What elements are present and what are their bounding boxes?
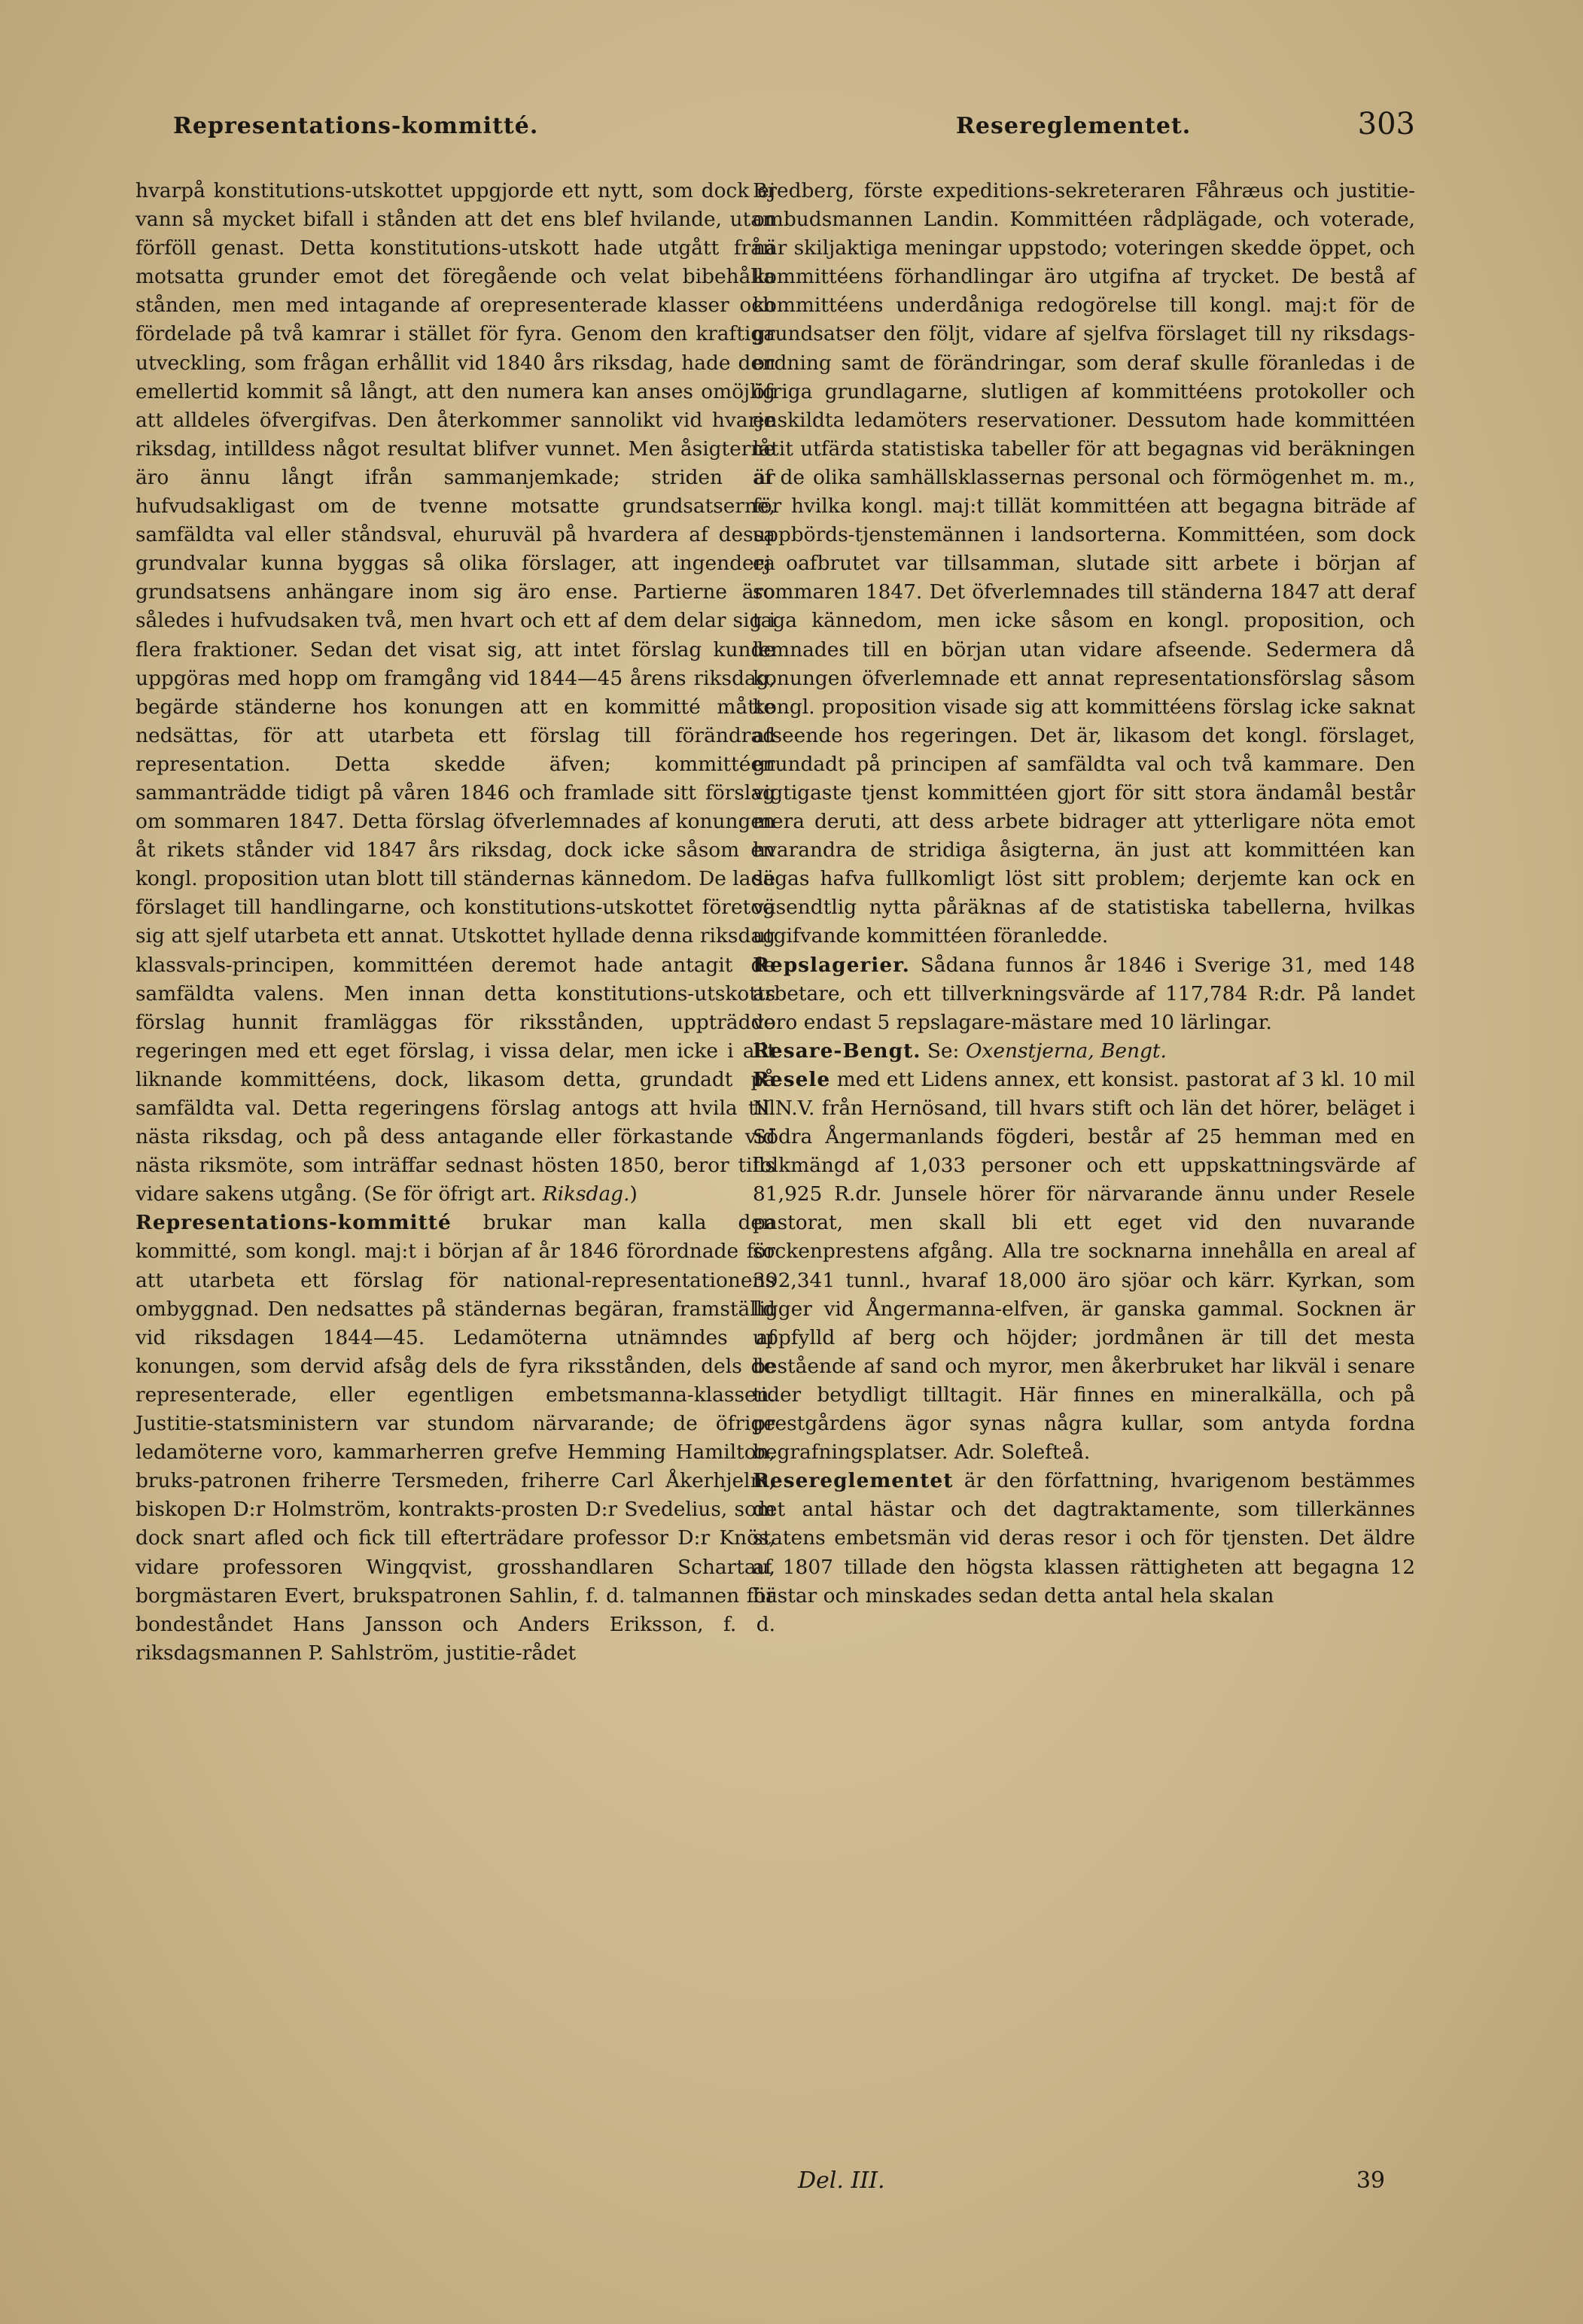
entry-text: med ett Lidens annex, ett konsist. pastorat af 3 kl. 10 mil N.N.V. från Hernösand, till hvars stift och län det hörer, beläget i Södra Ångermanlands fögderi, består af 25 hemman med en folkmängd af 1,033 personer och ett uppskattningsvärde af 81,925 R.dr. Junsele hörer för närvarande ännu under Resele pastorat, men skall bli ett eget vid den nuvarande sockenprestens afgång. Alla tre socknarna innehålla en areal af 392,341 tunnl., hvaraf 18,000 äro sjöar och kärr. Kyrkan, som ligger vid Ångermanna-elfven, är ganska gammal. Socknen är uppfylld af berg och höjder; jordmånen är till det mesta bestående af sand och myror, men åkerbruket har likväl i senare tider betydligt tilltagit. Här finnes en mineralkälla, och på prestgårdens ägor synas några kullar, som antyda fordna begrafningsplatser. Adr. Solefteå. — [753, 1067, 1415, 1465]
entry-resare-bengt — [753, 1037, 1415, 1066]
entry-term: Resereglementet — [753, 1469, 954, 1493]
page-footer — [753, 2167, 1415, 2205]
right-column — [753, 177, 1415, 1611]
entry-resereglementet — [753, 1467, 1415, 1610]
header-right-title: Resereglementet. — [956, 113, 1192, 139]
running-header — [151, 107, 1423, 158]
entry-term: Resele — [753, 1067, 831, 1091]
volume-signature: Del. III. — [798, 2167, 885, 2194]
paragraph-text: ) — [629, 1182, 638, 1206]
paragraph-text: Bredberg, förste expeditions-sekreteraren Fåhræus och justitie-ombudsmannen Landin. Kommittéen rådplägade, och voterade, när skiljaktiga meningar uppstodo; voteringen skedde öppet, och kommittéens förhandlingar äro utgifna af trycket. De bestå af kommittéens underdåniga redogörelse till kongl. maj:t för de grundsatser den följt, vidare af sjelfva förslaget till ny riksdags-ordning samt de förändringar, som deraf skulle föranledas i de öfriga grundlagarne, slutligen af kommittéens protokoller och enskildta ledamöters reservationer. Dessutom hade kommittéen låtit utfärda statistiska tabeller för att begagnas vid beräkningen af de olika samhällsklassernas personal och förmögenhet m. m., för hvilka kongl. maj:t tillät kommittéen att begagna biträde af uppbörds-tjenstemännen i landsorterna. Kommittéen, som dock ej oafbrutet var tillsamman, slutade sitt arbete i början af sommaren 1847. Det öfverlemnades till ständerna 1847 att deraf taga kännedom, men icke såsom en kongl. proposition, och lemnades till en början utan vidare afseende. Sedermera då konungen öfverlemnade ett annat representationsförslag såsom kongl. proposition visade sig att kommittéens förslag icke saknat afseende hos regeringen. Det är, likasom det kongl. förslaget, grundadt på principen af samfäldta val och två kammare. Den vigtigaste tjenst kommittéen gjort för sitt stora ändamål består mera deruti, att dess arbete bidrager att ytterligare nöta emot hvarandra de stridiga åsigterna, än just att kommittéen kan sägas hafva fullkomligt löst sitt problem; derjemte kan ock en väsendtlig nytta påräknas af de statistiska tabellerna, hvilkas utgifvande kommittéen föranledde. — [753, 179, 1415, 948]
entry-repslagerier — [753, 951, 1415, 1037]
left-column — [135, 177, 775, 1668]
entry-text: Se: — [927, 1039, 960, 1063]
entry-term: Representations-kommitté — [135, 1211, 452, 1235]
cross-reference: Riksdag. — [542, 1182, 630, 1206]
paragraph — [753, 177, 1415, 951]
paragraph-text: hvarpå konstitutions-utskottet uppgjorde ett nytt, som dock ej vann så mycket bifall i stånden att det ens blef hvilande, utan förföll genast. Detta konstitutions-utskott hade utgått från motsatta grunder emot det föregående och velat bibehålla stånden, men med intagande af orepresenterade klasser och fördelade på två kamrar i stället för fyra. Genom den kraftiga utveckling, som frågan erhållit vid 1840 års riksdag, hade den emellertid kommit så långt, att den numera kan anses omöjlig att alldeles öfvergifvas. Den återkommer sannolikt vid hvarje riksdag, intilldess något resultat blifver vunnet. Men åsigterne äro ännu långt ifrån sammanjemkade; striden är hufvudsakligast om de tvenne motsatte grundsatserne, samfäldta val eller ståndsval, ehuruväl på hvardera af dessa grundvalar kunna byggas så olika förslager, att ingendera grundsatsens anhängare inom sig äro ense. Partierne äro således i hufvudsaken två, men hvart och ett af dem delar sig i flera fraktioner. Sedan det visat sig, att intet förslag kunde uppgöras med hopp om framgång vid 1844—45 årens riksdag, begärde ständerne hos konungen att en kommitté måtte nedsättas, för att utarbeta ett förslag till förändrad representation. Detta skedde äfven; kommittéen sammanträdde tidigt på våren 1846 och framlade sitt förslag om sommaren 1847. Detta förslag öfverlemnades af konungen åt rikets stånder vid 1847 års riksdag, dock icke såsom en kongl. proposition utan blott till ständernas kännedom. De lade förslaget till handlingarne, och konstitutions-utskottet företog sig att sjelf utarbeta ett annat. Utskottet hyllade denna riksdag klassvals-principen, kommittéen deremot hade antagit de samfäldta valens. Men innan detta konstitutions-utskotts förslag hunnit framläggas för riksstånden, uppträdde regeringen med ett eget förslag, i vissa delar, men icke i allt liknande kommittéens, dock, likasom detta, grundadt på samfäldta val. Detta regeringens förslag antogs att hvila till nästa riksdag, och på dess antagande eller förkastande vid nästa riksmöte, som inträffar sednast hösten 1850, beror tills vidare sakens utgång. (Se för öfrigt art. — [135, 179, 775, 1206]
entry-representations-kommitte — [135, 1209, 775, 1668]
entry-text: brukar man kalla den kommitté, som kongl. maj:t i början af år 1846 förordnade för att utarbeta ett förslag för national-representationens ombyggnad. Den nedsattes på ständernas begäran, framställd vid riksdagen 1844—45. Ledamöterna utnämndes af konungen, som dervid afsåg dels de fyra riksstånden, dels de representerade, eller egentligen embetsmanna-klassen. Justitie-statsministern var stundom närvarande; de öfrige ledamöterne voro, kammarherren grefve Hemming Hamilton, bruks-patronen friherre Tersmeden, friherre Carl Åkerhjelm, biskopen D:r Holmström, kontrakts-prosten D:r Svedelius, som dock snart afled och fick till efterträdare professor D:r Knös, vidare professoren Wingqvist, grosshandlaren Schartau, borgmästaren Evert, brukspatronen Sahlin, f. d. talmannen för bondeståndet Hans Jansson och Anders Eriksson, f. d. riksdagsmannen P. Sahlström, justitie-rådet — [135, 1211, 775, 1665]
entry-text: är den författning, hvarigenom bestämmes det antal hästar och det dagtraktamente, som tillerkännes statens embetsmän vid deras resor i och för tjensten. Det äldre af 1807 tillade den högsta klassen rättigheten att begagna 12 hästar och minskades sedan detta antal hela skalan — [753, 1469, 1415, 1608]
entry-resele — [753, 1066, 1415, 1467]
entry-text: Sådana funnos år 1846 i Sverige 31, med 148 arbetare, och ett tillverkningsvärde af 117,784 R:dr. På landet voro endast 5 repslagare-mästare med 10 lärlingar. — [753, 953, 1415, 1034]
header-left-title: Representations-kommitté. — [173, 113, 539, 139]
page-number: 303 — [1357, 107, 1415, 141]
sheet-number: 39 — [1356, 2167, 1385, 2194]
cross-reference: Oxenstjerna, Bengt. — [965, 1039, 1167, 1063]
entry-term: Repslagerier. — [753, 953, 910, 977]
entry-term: Resare-Bengt. — [753, 1039, 921, 1063]
paragraph — [135, 177, 775, 1209]
